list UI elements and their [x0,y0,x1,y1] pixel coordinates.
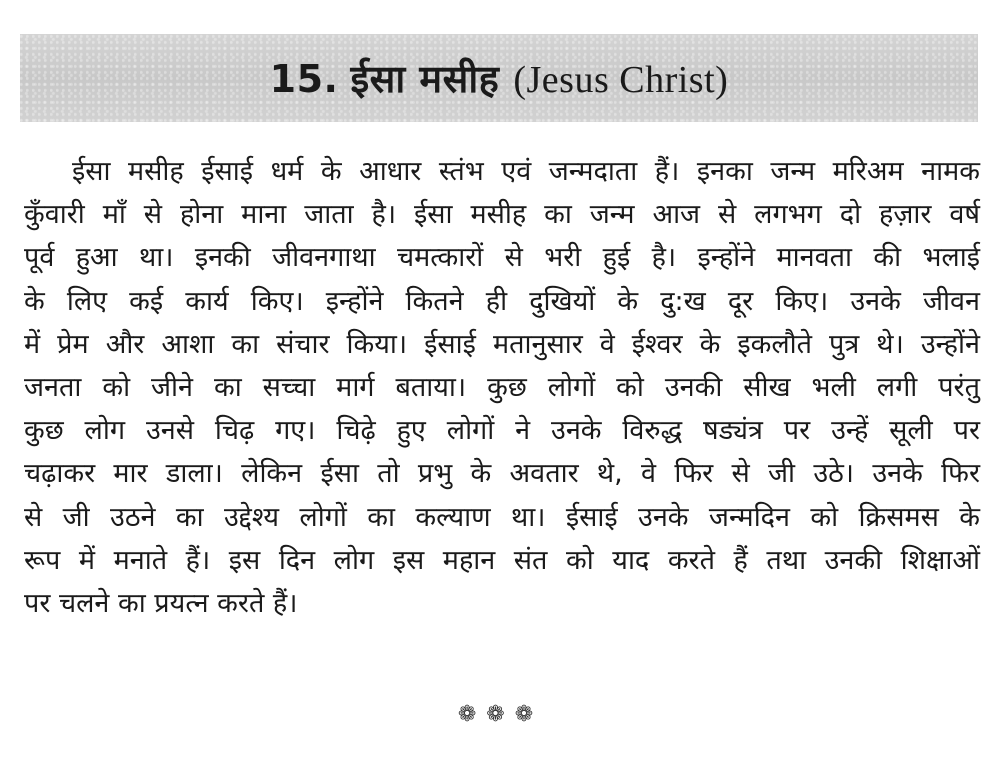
paragraph-line: पर चलने का प्रयत्न करते हैं। [24,588,298,620]
title-band [20,34,978,122]
paragraph-line: कुँवारी माँ से होना माना जाता है। ईसा मसीह का जन्म आज से लगभग दो हज़ार वर्ष [24,199,980,231]
paragraph-line: जनता को जीने का सच्चा मार्ग बताया। कुछ लोगों को उनकी सीख भली लगी परंतु [24,372,980,404]
title-hindi: ईसा मसीह [350,57,500,101]
paragraph-line: पूर्व हुआ था। इनकी जीवनगाथा चमत्कारों से भरी हुई है। इन्होंने मानवता की भलाई [24,242,980,274]
end-ornament-icons: ❁❁❁ [457,702,544,727]
paragraph-line: में प्रेम और आशा का संचार किया। ईसाई मतानुसार वे ईश्वर के इकलौते पुत्र थे। उन्होंने [24,328,980,360]
paragraph-line: कुछ लोग उनसे चिढ़ गए। चिढ़े हुए लोगों ने उनके विरुद्ध षड्यंत्र पर उन्हें सूली पर [24,415,980,447]
essay-paragraph [24,150,980,625]
chapter-title [270,52,729,104]
paragraph-line: रूप में मनाते हैं। इस दिन लोग इस महान संत को याद करते हैं तथा उनकी शिक्षाओं [24,544,980,576]
title-english: (Jesus Christ) [513,59,729,101]
paragraph-line: के लिए कई कार्य किए। इन्होंने कितने ही दुखियों के दु:ख दूर किए। उनके जीवन [24,285,980,317]
paragraph-line: से जी उठने का उद्देश्य लोगों का कल्याण था। ईसाई उनके जन्मदिन को क्रिसमस के [24,501,980,533]
paragraph-line: ईसा मसीह ईसाई धर्म के आधार स्तंभ एवं जन्मदाता हैं। इनका जन्म मरिअम नामक [72,156,980,187]
paragraph-line: चढ़ाकर मार डाला। लेकिन ईसा तो प्रभु के अवतार थे, वे फिर से जी उठे। उनके फिर [24,458,980,490]
chapter-number: 15. [269,57,339,101]
